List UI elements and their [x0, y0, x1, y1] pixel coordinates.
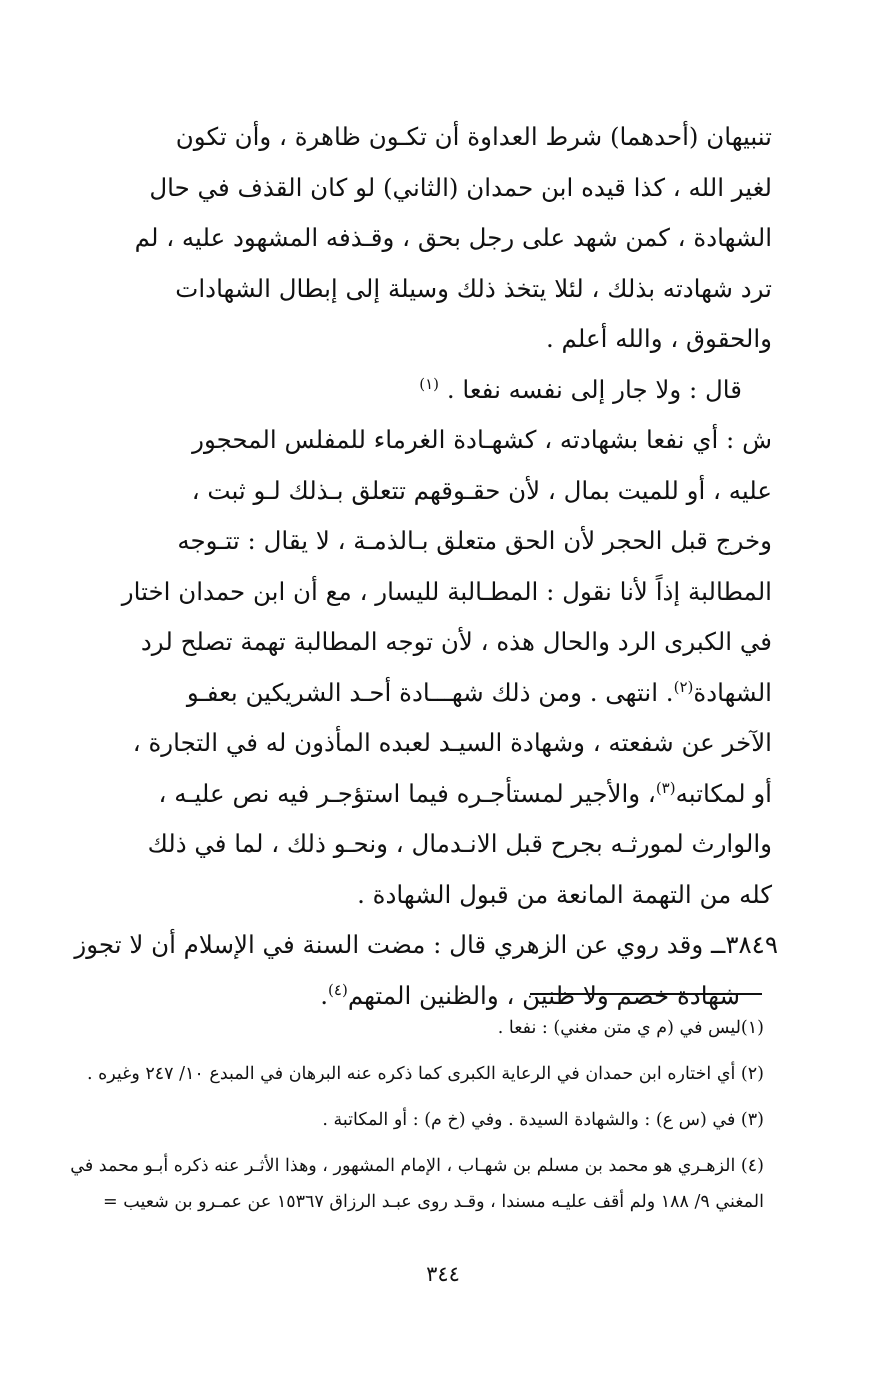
- footnote-ref-3: (٣): [655, 778, 676, 797]
- text-line: والوارث لمورثـه بجرح قبل الانـدمال ، ونحـو ذلك ، لما في ذلك: [147, 829, 772, 858]
- text-line: ش : أي نفعا بشهادته ، كشهـادة الغرماء للمفلس المحجور: [192, 425, 772, 454]
- text-line: كله من التهمة المانعة من قبول الشهادة .: [357, 879, 772, 909]
- footnote: (٢) أي اختاره ابن حمدان في الرعاية الكبرى كما ذكره عنه البرهان في المبدع ١٠/ ٢٤٧ وغيره .: [86, 1064, 764, 1084]
- footnotes: [70, 1010, 764, 1220]
- text-line: لغير الله ، كذا قيده ابن حمدان (الثاني) لو كان القذف في حال: [149, 172, 772, 202]
- text-line: عليه ، أو للميت بمال ، لأن حقـوقهم تتعلق بـذلك لـو ثبت ،: [191, 475, 772, 505]
- segment: ، والأجير لمستأجـره فيما استؤجـر فيه نص عليـه ،: [158, 778, 656, 808]
- segment: شهادة خصم ولا ظنين ، والظنين المتهم: [347, 980, 740, 1010]
- text-line: الشهادة ، كمن شهد على رجل بحق ، وقـذفه المشهود عليه ، لم: [134, 223, 772, 252]
- footnote: (٤) الزهـري هو محمد بن مسلم بن شهـاب ، الإمام المشهور ، وهذا الأثـر عنه ذكره أبـو محمد في: [70, 1156, 764, 1176]
- text-line: تنبيهان (أحدهما) شرط العداوة أن تكـون ظاهرة ، وأن تكون: [175, 122, 772, 151]
- page-number: ٣٤٤: [426, 1262, 460, 1286]
- footnote-continued: المغني ٩/ ١٨٨ ولم أقف عليـه مسندا ، وقـد روى عبـد الرزاق ١٥٣٦٧ عن عمـرو بن شعيب =: [103, 1192, 764, 1212]
- footnote: (١)ليس في (م ي متن مغني) : نفعا .: [497, 1018, 764, 1038]
- segment: الشهادة: [693, 677, 772, 707]
- footnote-ref-4: (٤): [328, 980, 348, 999]
- footnote-separator: [530, 993, 762, 995]
- text-line: في الكبرى الرد والحال هذه ، لأن توجه المطالبة تهمة تصلح لرد: [140, 627, 772, 656]
- qala-text: قال : ولا جار إلى نفسه نفعا .: [446, 374, 742, 404]
- hadith-line: [74, 920, 778, 971]
- segment: .: [320, 980, 329, 1010]
- footnote-ref-1: (١): [419, 374, 440, 393]
- text-line: [100, 769, 772, 820]
- text-line: ترد شهادته بذلك ، لئلا يتخذ ذلك وسيلة إلى إبطال الشهادات: [175, 273, 772, 303]
- footnote: (٣) في (س ع) : والشهادة السيدة . وفي (خ م) : أو المكاتبة .: [322, 1110, 764, 1130]
- text-line: المطالبة إذاً لأنا نقول : المطـالبة لليسار ، مع أن ابن حمدان اختار: [121, 576, 772, 606]
- hadith-text: ــ وقد روي عن الزهري قال : مضت السنة في الإسلام أن لا تجوز: [74, 930, 726, 959]
- text-line: الآخر عن شفعته ، وشهادة السيـد لعبده المأذون له في التجارة ،: [132, 728, 772, 757]
- segment: أو لمكاتبه: [675, 778, 772, 808]
- text-line: وخرج قبل الحجر لأن الحق متعلق بـالذمـة ، لا يقال : تتـوجه: [177, 526, 772, 555]
- footnote-ref-2: (٢): [673, 677, 694, 696]
- text-line: والحقوق ، والله أعلم .: [545, 324, 772, 353]
- text-line: [100, 668, 772, 719]
- main-text: [74, 112, 778, 1021]
- segment: . انتهى . ومن ذلك شهـــادة أحـد الشريكين بعفـو: [186, 677, 674, 707]
- hadith-number: ٣٨٤٩: [725, 930, 778, 959]
- qala-line: [100, 365, 772, 416]
